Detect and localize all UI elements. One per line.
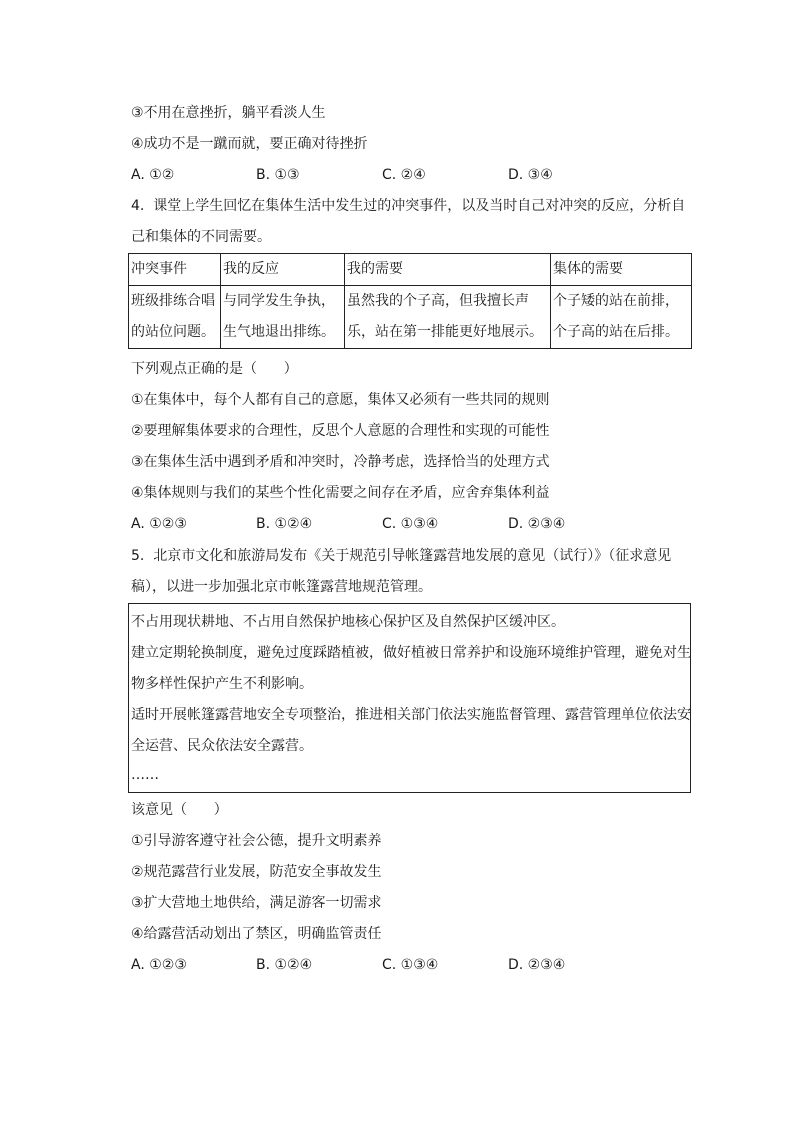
q4-item-4: ④集体规则与我们的某些个性化需要之间存在矛盾，应舍弃集体利益 [131, 485, 550, 501]
table-header-cell: 集体的需要 [551, 254, 692, 286]
table-cell: 个子矮的站在前排，个子高的站在后排。 [551, 286, 692, 349]
q5-item-1: ①引导游客遵守社会公德，提升文明素养 [131, 833, 382, 849]
table-cell: 虽然我的个子高，但我擅长声乐，站在第一排能更好地展示。 [345, 286, 551, 349]
q5-option-d: D. ②③④ [508, 957, 566, 973]
table-header-cell: 冲突事件 [129, 254, 221, 286]
table-header-cell: 我的需要 [345, 254, 551, 286]
q4-item-1: ①在集体中，每个人都有自己的意愿，集体又必须有一些共同的规则 [131, 392, 550, 408]
excerpt-line: 全运营、民众依法安全露营。 [131, 738, 313, 754]
q5-item-4: ④给露营活动划出了禁区，明确监管责任 [131, 926, 382, 942]
table-header-row [129, 254, 692, 286]
q3-item-4: ④成功不是一蹴而就，要正确对待挫折 [131, 136, 368, 152]
q4-stem-line-1: 4. 课堂上学生回忆在集体生活中发生过的冲突事件，以及当时自己对冲突的反应，分析自 [131, 198, 686, 214]
q5-option-a: A. ①②③ [131, 957, 187, 973]
q4-item-2: ②要理解集体要求的合理性，反思个人意愿的合理性和实现的可能性 [131, 423, 550, 439]
table-cell: 与同学发生争执，生气地退出排练。 [221, 286, 345, 349]
q5-prompt: 该意见（ ） [131, 802, 228, 818]
q4-option-d: D. ②③④ [508, 516, 566, 532]
table-header-cell: 我的反应 [221, 254, 345, 286]
excerpt-line: 适时开展帐篷露营地安全专项整治，推进相关部门依法实施监督管理、露营管理单位依法安 [131, 707, 691, 723]
excerpt-line: …… [131, 767, 159, 783]
q5-options [131, 956, 691, 974]
q5-stem-line-2: 稿），以进一步加强北京市帐篷露营地规范管理。 [131, 579, 432, 595]
q5-option-b: B. ①②④ [256, 957, 313, 973]
q3-options [131, 166, 691, 184]
q5-option-c: C. ①③④ [382, 957, 439, 973]
excerpt-line: 物多样性保护产生不利影响。 [131, 676, 313, 692]
q4-option-b: B. ①②④ [256, 516, 313, 532]
q4-item-3: ③在集体生活中遇到矛盾和冲突时，冷静考虑，选择恰当的处理方式 [131, 454, 550, 470]
table-cell: 班级排练合唱的站位问题。 [129, 286, 221, 349]
q5-stem-line-1: 5. 北京市文化和旅游局发布《关于规范引导帐篷露营地发展的意见（试行）》（征求意见 [131, 548, 672, 564]
table-row [129, 286, 692, 349]
excerpt-line: 不占用现状耕地、不占用自然保护地核心保护区及自然保护区缓冲区。 [131, 614, 565, 630]
q4-stem-line-2: 己和集体的不同需要。 [131, 229, 271, 245]
q3-option-c: C. ②④ [382, 167, 426, 183]
q3-option-b: B. ①③ [256, 167, 300, 183]
excerpt-line: 建立定期轮换制度，避免过度踩踏植被，做好植被日常养护和设施环境维护管理，避免对生 [131, 645, 691, 661]
conflict-table [128, 253, 692, 349]
q5-item-2: ②规范露营行业发展，防范安全事故发生 [131, 864, 382, 880]
excerpt-box [128, 603, 691, 793]
q4-options [131, 515, 691, 533]
q3-item-3: ③不用在意挫折，躺平看淡人生 [131, 105, 326, 121]
q3-option-d: D. ③④ [508, 167, 553, 183]
q3-option-a: A. ①② [131, 167, 175, 183]
q4-option-c: C. ①③④ [382, 516, 439, 532]
q4-option-a: A. ①②③ [131, 516, 187, 532]
q5-item-3: ③扩大营地土地供给，满足游客一切需求 [131, 895, 382, 911]
q4-prompt: 下列观点正确的是（ ） [131, 361, 298, 377]
